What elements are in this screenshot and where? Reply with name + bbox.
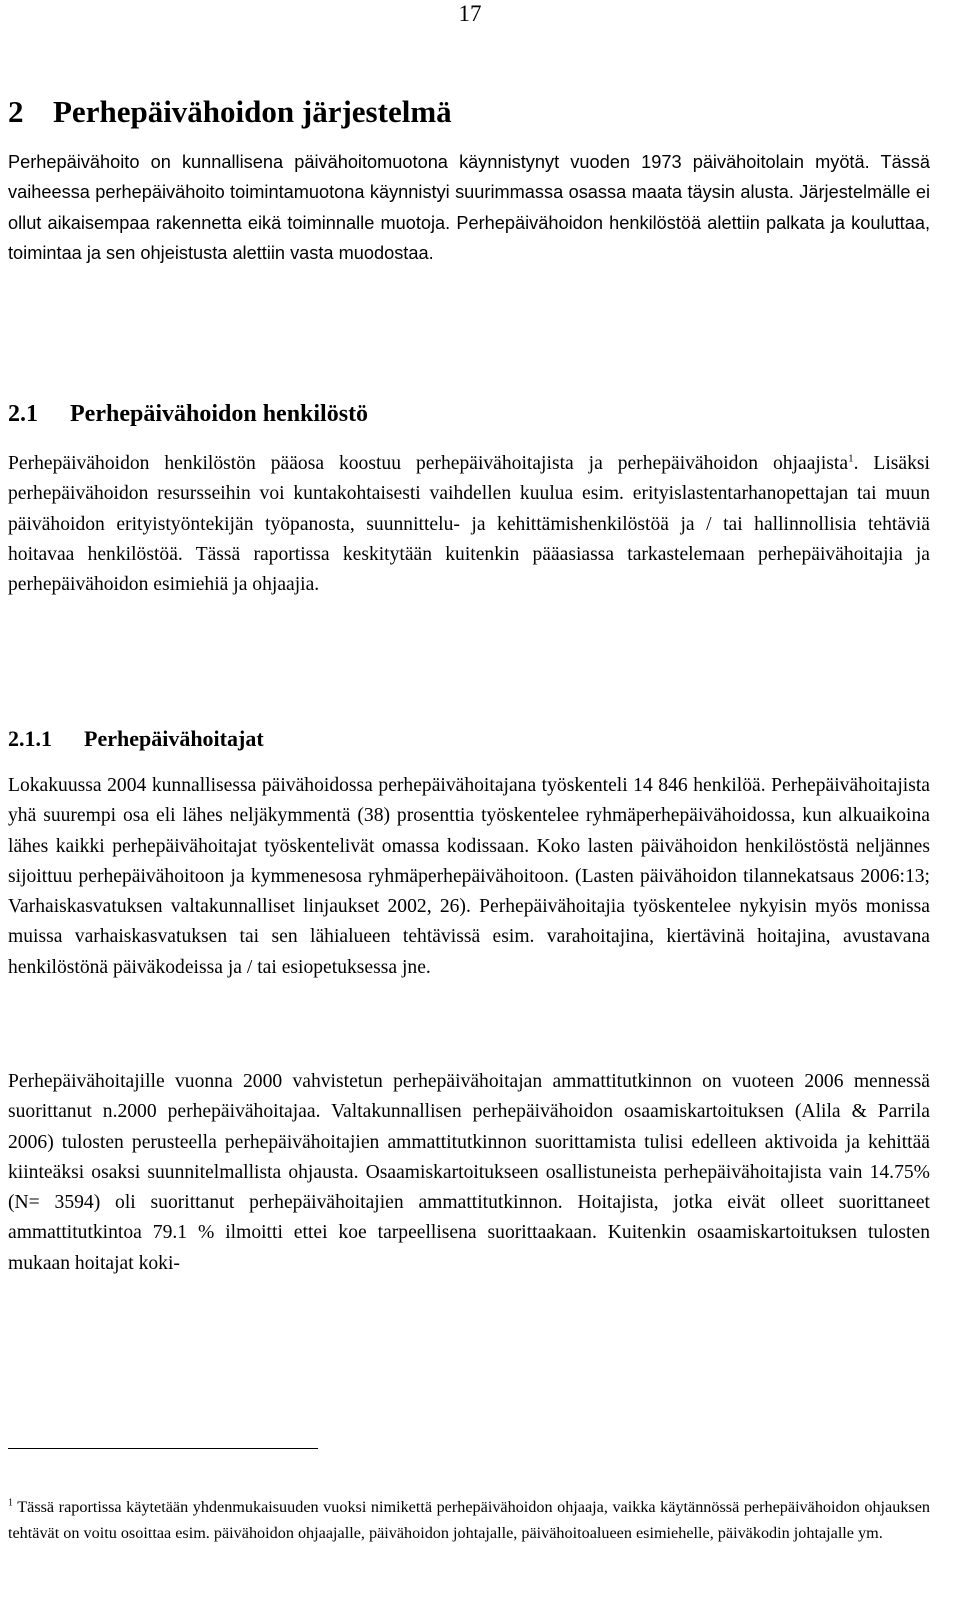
subsection-heading <box>8 398 368 430</box>
subsubsection-title: Perhepäivähoitajat <box>84 726 264 751</box>
footnote-separator <box>8 1448 318 1449</box>
subsection-number: 2.1 <box>8 401 38 427</box>
subsection-paragraph-start: Perhepäivähoidon henkilöstön pääosa koostuu perhepäivähoitajista ja perhepäivähoidon ohjaajista <box>8 453 849 474</box>
page-number: 17 <box>458 1 482 26</box>
footnote-text: Tässä raportissa käytetään yhdenmukaisuuden vuoksi nimikettä perhepäivähoidon ohjaaja, vaikka käytännössä perhepäivähoidon ohjauksen tehtävät on voitu osoittaa esim. päivähoidon ohjaajalle, päivähoidon johtajalle, päivähoitoalueen esimiehelle, päiväkodin johtajalle ym. <box>8 1498 930 1542</box>
footnote-reference: 1 <box>848 452 854 465</box>
subsection-paragraph <box>8 449 930 600</box>
section-number: 2 <box>8 94 24 129</box>
section-paragraph: Perhepäivähoito on kunnallisena päivähoitomuotona käynnistynyt vuoden 1973 päivähoitolain myötä. Tässä vaiheessa perhepäivähoito toimintamuotona käynnistyi suurimmassa osassa maata täysin alusta. Järjestelmälle ei ollut aikaisempaa rakennetta eikä toiminnalle muotoja. Perhepäivähoidon henkilöstöä alettiin palkata ja kouluttaa, toimintaa ja sen ohjeistusta alettiin vasta muodostaa. <box>8 152 930 263</box>
subsubsection-heading <box>8 724 264 754</box>
subsubsection-paragraph-1: Lokakuussa 2004 kunnallisessa päivähoidossa perhepäivähoitajana työskenteli 14 846 henkilöä. Perhepäivähoitajista yhä suurempi osa eli lähes neljäkymmentä (38) prosenttia työskentelee ryhmäperhepäivähoidossa, kun alkuaikoina lähes kaikki perhepäivähoitajat työskentelivät omassa kodissaan. Koko lasten päivähoidon henkilöstöstä neljännes sijoittuu perhepäivähoitoon ja kymmenesosa ryhmäperhepäivähoitoon. (Lasten päivähoidon tilannekatsaus 2006:13; Varhaiskasvatuksen valtakunnalliset linjaukset 2002, 26). Perhepäivähoitajia työskentelee nykyisin myös monissa muissa varhaiskasvatuksen tai sen lähialueen tehtävissä esim. varahoitajina, kiertävinä hoitajina, avustavana henkilöstönä päiväkodeissa ja / tai esiopetuksessa jne. <box>8 775 930 978</box>
subsubsection-number: 2.1.1 <box>8 726 52 751</box>
subsection-paragraph-end: . Lisäksi perhepäivähoidon resursseihin voi kuntakohtaisesti vaihdellen kuulua esim. erityislastentarhanopettajan tai muun päivähoidon erityistyöntekijän työpanosta, suunnittelu- ja kehittämishenkilöstöä ja / tai hallinnollisia tehtäviä hoitavaa henkilöstöä. Tässä raportissa keskitytään kuitenkin pääasiassa tarkastelemaan perhepäivähoitajia ja perhepäivähoidon esimiehiä ja ohjaajia. <box>8 453 930 596</box>
subsubsection-paragraph-2: Perhepäivähoitajille vuonna 2000 vahvistetun perhepäivähoitajan ammattitutkinnon on vuoteen 2006 mennessä suorittanut n.2000 perhepäivähoitajaa. Valtakunnallisen perhepäivähoidon osaamiskartoituksen (Alila & Parrila 2006) tulosten perusteella perhepäivähoitajien ammattitutkinnon suorittamista tulisi edelleen aktivoida ja kehittää kiinteäksi osaksi suunnitelmallista ohjausta. Osaamiskartoitukseen osallistuneista perhepäivähoitajista vain 14.75% (N= 3594) oli suorittanut perhepäivähoitajien ammattitutkinnon. Hoitajista, jotka eivät olleet suorittaneet ammattitutkintoa 79.1 % ilmoitti ettei koe tarpeellisena suorittaakaan. Kuitenkin osaamiskartoituksen tulosten mukaan hoitajat koki- <box>8 1071 930 1274</box>
footnote-marker: 1 <box>8 1497 13 1509</box>
subsection-title: Perhepäivähoidon henkilöstö <box>70 401 369 427</box>
section-title: Perhepäivähoidon järjestelmä <box>53 94 452 129</box>
section-heading <box>8 92 452 132</box>
footnote <box>8 1494 930 1546</box>
